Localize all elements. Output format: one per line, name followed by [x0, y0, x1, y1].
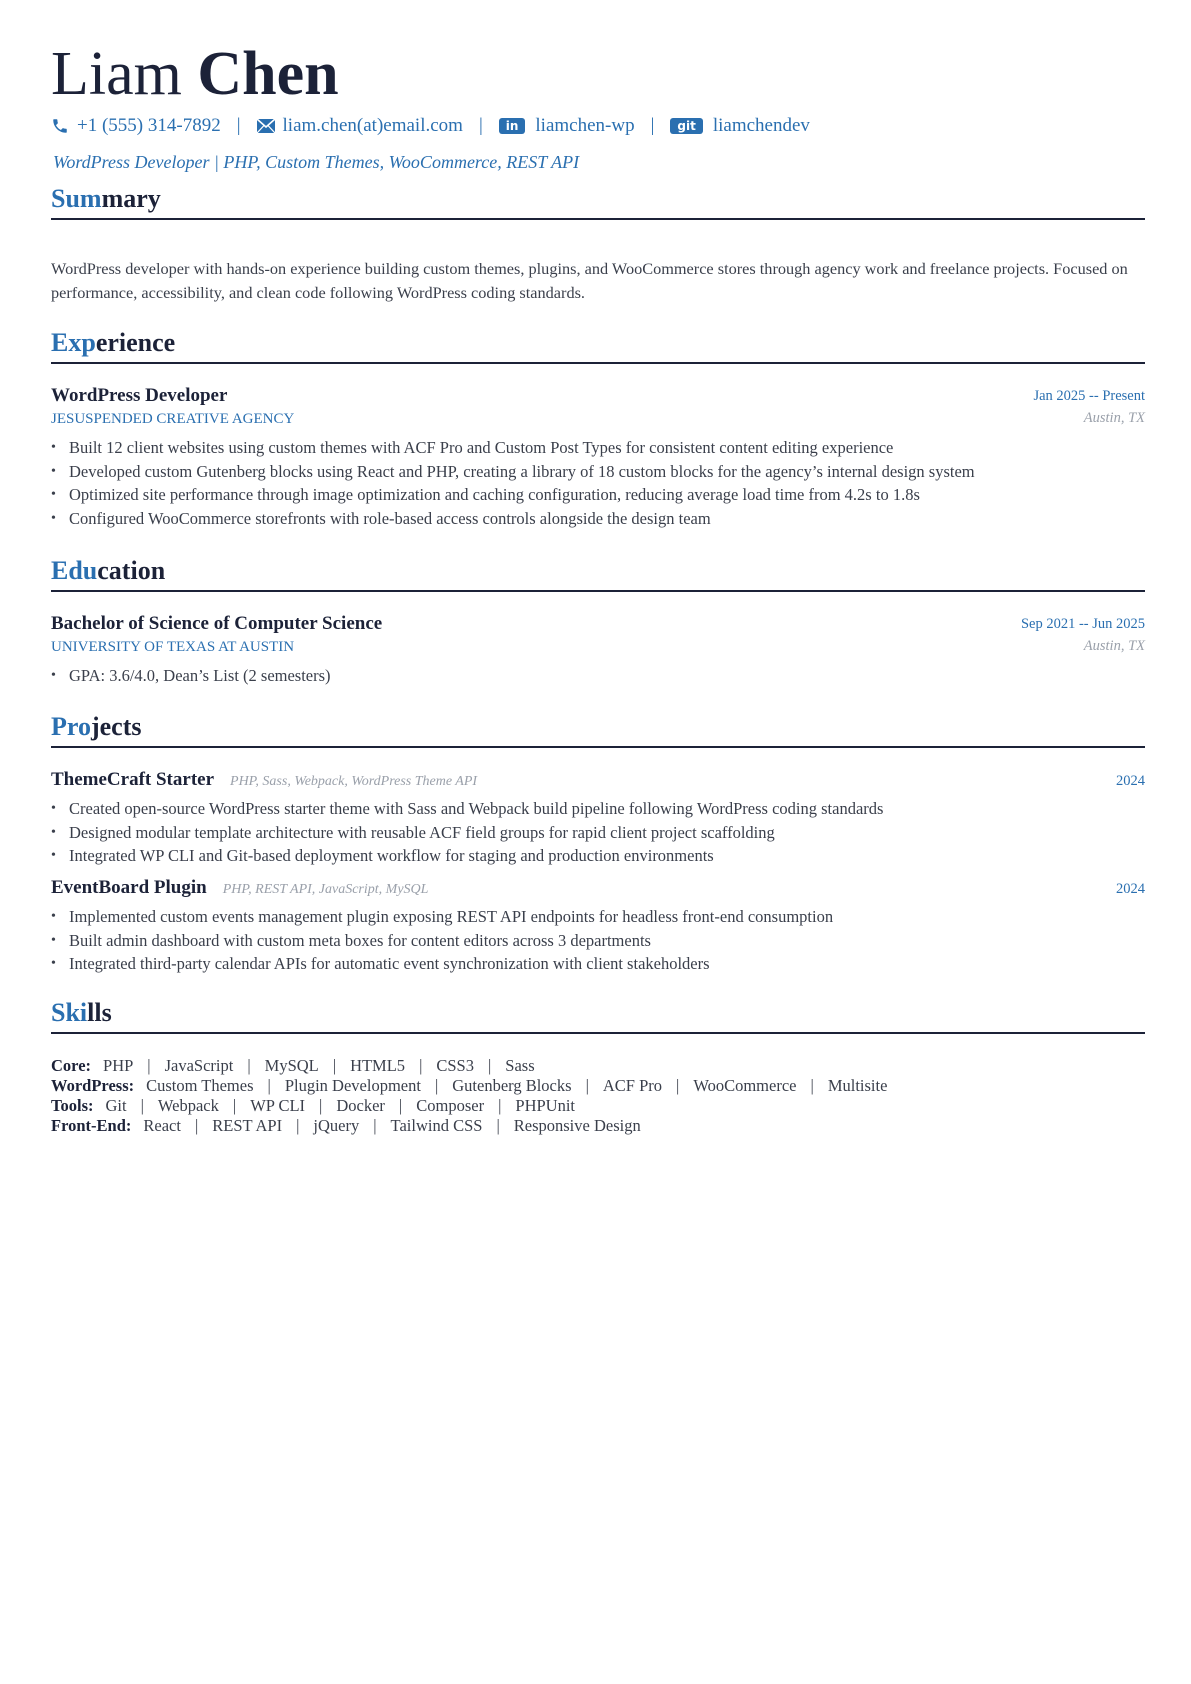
- heading-rest: erience: [95, 328, 176, 357]
- phone-icon: [51, 117, 69, 135]
- section-heading-skills: [51, 998, 1145, 1034]
- skill-separator: |: [332, 1056, 337, 1075]
- skill-separator: |: [498, 1096, 502, 1115]
- skill-row: [51, 1076, 887, 1096]
- section-heading-projects: [51, 712, 1145, 748]
- project-name: EventBoard Plugin: [51, 877, 207, 898]
- skill-item: Multisite: [827, 1076, 888, 1095]
- list-item: • GPA: 3.6/4.0, Dean’s List (2 semesters): [51, 664, 1145, 688]
- heading-accent: Ski: [51, 998, 88, 1027]
- heading-accent: Sum: [51, 184, 102, 213]
- list-item: • Integrated third-party calendar APIs for automatic event synchronization with client stakeholders: [51, 952, 1145, 976]
- email-link[interactable]: liam.chen(at)email.com: [282, 115, 463, 136]
- skill-item: MySQL: [264, 1056, 319, 1075]
- envelope-icon: [257, 119, 275, 133]
- skill-item: Sass: [505, 1056, 535, 1075]
- skill-separator: |: [419, 1056, 423, 1075]
- skill-category: Core:: [51, 1056, 92, 1075]
- skill-separator: |: [140, 1096, 144, 1115]
- skill-item: REST API: [212, 1116, 283, 1135]
- skill-item: CSS3: [436, 1056, 474, 1075]
- job-date: Jan 2025 -- Present: [1033, 388, 1145, 404]
- tagline: WordPress Developer | PHP, Custom Themes, WooCommerce, REST API: [53, 152, 580, 172]
- project-year: 2024: [1116, 773, 1145, 789]
- skill-item: Webpack: [157, 1096, 219, 1115]
- education-location: Austin, TX: [1083, 638, 1145, 654]
- contact-separator: |: [478, 115, 483, 136]
- skill-separator: |: [487, 1056, 492, 1075]
- skill-category: Tools:: [51, 1096, 94, 1115]
- last-name: Chen: [197, 40, 339, 108]
- job-location: Austin, TX: [1083, 410, 1145, 426]
- linkedin-icon: in: [499, 118, 526, 134]
- skill-item: Docker: [336, 1096, 385, 1115]
- skill-item: PHPUnit: [515, 1096, 575, 1115]
- list-item: • Configured WooCommerce storefronts with role-based access controls alongside the design team: [51, 507, 1145, 531]
- phone-link[interactable]: +1 (555) 314-7892: [77, 115, 221, 136]
- list-item: • Built 12 client websites using custom themes with ACF Pro and Custom Post Types for consistent content editing experience: [51, 436, 1145, 460]
- section-heading-summary: [51, 184, 1145, 220]
- project-tech: PHP, REST API, JavaScript, MySQL: [222, 882, 429, 897]
- skill-row: [51, 1116, 887, 1136]
- skill-separator: |: [810, 1076, 814, 1095]
- linkedin-link[interactable]: liamchen-wp: [535, 115, 635, 136]
- project-bullets: [51, 905, 1145, 976]
- skill-separator: |: [194, 1116, 199, 1135]
- skill-separator: |: [267, 1076, 271, 1095]
- education-bullets: [51, 664, 1145, 688]
- skill-item: WP CLI: [250, 1096, 306, 1115]
- contact-separator: |: [650, 115, 655, 136]
- section-heading-education: [51, 556, 1145, 592]
- list-item: • Optimized site performance through image optimization and caching configuration, reducing average load time from 4.2s to 1.8s: [51, 483, 1145, 507]
- skill-item: HTML5: [350, 1056, 406, 1075]
- heading-rest: mary: [101, 184, 161, 213]
- section-heading-experience: [51, 328, 1145, 364]
- project-tech: PHP, Sass, Webpack, WordPress Theme API: [230, 774, 478, 789]
- skill-separator: |: [296, 1116, 300, 1135]
- skill-category: Front-End:: [51, 1116, 132, 1135]
- skill-item: Composer: [416, 1096, 485, 1115]
- list-item: • Developed custom Gutenberg blocks using React and PHP, creating a library of 18 custom blocks for the agency’s internal design system: [51, 460, 1145, 484]
- company-name: JESUSPENDED CREATIVE AGENCY: [51, 411, 295, 427]
- skill-category: WordPress:: [51, 1076, 135, 1095]
- heading-accent: Pro: [51, 712, 91, 741]
- list-item: • Designed modular template architecture with reusable ACF field groups for rapid client project scaffolding: [51, 821, 1145, 845]
- git-icon: git: [670, 118, 702, 134]
- heading-rest: jects: [90, 712, 142, 741]
- skill-separator: |: [398, 1096, 403, 1115]
- heading-accent: Edu: [51, 556, 98, 585]
- school-name: UNIVERSITY OF TEXAS AT AUSTIN: [51, 639, 295, 655]
- project-title: [51, 769, 477, 791]
- skill-separator: |: [496, 1116, 500, 1135]
- list-item: • Built admin dashboard with custom meta boxes for content editors across 3 departments: [51, 929, 1145, 953]
- job-title: WordPress Developer: [51, 385, 228, 406]
- skill-separator: |: [247, 1056, 251, 1075]
- candidate-name: [51, 38, 339, 110]
- skill-separator: |: [319, 1096, 323, 1115]
- skill-item: JavaScript: [164, 1056, 234, 1075]
- skill-item: ACF Pro: [602, 1076, 663, 1095]
- skill-separator: |: [585, 1076, 589, 1095]
- skill-item: jQuery: [313, 1116, 360, 1135]
- list-item: • Integrated WP CLI and Git-based deployment workflow for staging and production environments: [51, 844, 1145, 868]
- skills-list: [51, 1056, 887, 1136]
- skill-item: WooCommerce: [693, 1076, 797, 1095]
- skill-separator: |: [676, 1076, 680, 1095]
- summary-text: WordPress developer with hands-on experience building custom themes, plugins, and WooCommerce stores through agency work and freelance projects. Focused on performance, accessibility, and clean code following WordPress coding standards.: [51, 259, 1128, 302]
- skill-item: Tailwind CSS: [390, 1116, 483, 1135]
- project-name: ThemeCraft Starter: [51, 769, 215, 790]
- skill-item: React: [143, 1116, 181, 1135]
- github-link[interactable]: liamchendev: [712, 115, 810, 136]
- project-year: 2024: [1116, 881, 1145, 897]
- project-bullets: [51, 797, 1145, 868]
- heading-accent: Exp: [51, 328, 96, 357]
- degree-title: Bachelor of Science of Computer Science: [51, 613, 383, 634]
- skill-item: Gutenberg Blocks: [452, 1076, 572, 1095]
- skill-separator: |: [373, 1116, 377, 1135]
- contact-bar: [51, 114, 810, 138]
- skill-item: Responsive Design: [513, 1116, 641, 1135]
- skill-separator: |: [232, 1096, 237, 1115]
- education-date: Sep 2021 -- Jun 2025: [1020, 616, 1145, 632]
- skill-item: Plugin Development: [284, 1076, 421, 1095]
- skill-row: [51, 1096, 887, 1116]
- heading-rest: cation: [97, 556, 166, 585]
- skill-item: Git: [105, 1096, 127, 1115]
- skill-row: [51, 1056, 887, 1076]
- skill-item: Custom Themes: [146, 1076, 254, 1095]
- list-item: • Implemented custom events management plugin exposing REST API endpoints for headless front-end consumption: [51, 905, 1145, 929]
- contact-separator: |: [236, 115, 241, 136]
- experience-bullets: [51, 436, 1145, 530]
- list-item: • Created open-source WordPress starter theme with Sass and Webpack build pipeline following WordPress coding standards: [51, 797, 1145, 821]
- skill-item: PHP: [103, 1056, 134, 1075]
- project-title: [51, 877, 428, 899]
- skill-separator: |: [434, 1076, 439, 1095]
- heading-rest: lls: [87, 998, 112, 1027]
- skill-separator: |: [147, 1056, 151, 1075]
- first-name: Liam: [51, 40, 182, 108]
